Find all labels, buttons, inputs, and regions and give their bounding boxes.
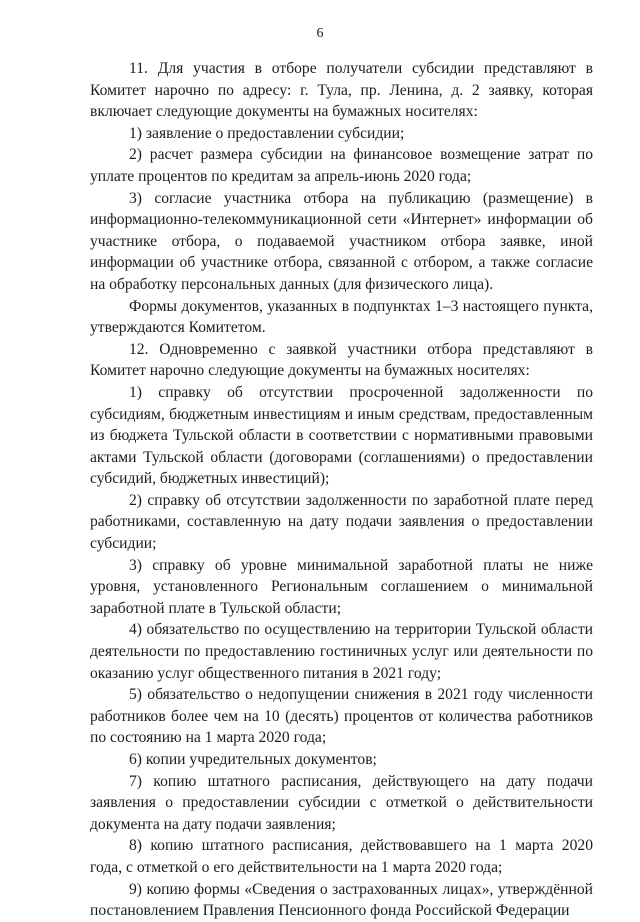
list-item-12-8: 8) копию штатного расписания, действовавшего на 1 марта 2020 года, с отметкой о его действительности на 1 марта 2020 года; — [90, 837, 593, 876]
paragraph-11-intro: 11. Для участия в отборе получатели субсидии представляют в Комитет нарочно по адресу: г. Тула, пр. Ленина, д. 2 заявку, которая включает следующие документы на бумажных носителях: — [90, 60, 593, 121]
list-item-12-1: 1) справку об отсутствии просроченной задолженности по субсидиям, бюджетным инвестициям и иным средствам, предоставленным из бюджета Тульской области в соответствии с нормативными правовыми актами Тульской области (договорами (соглашениями) о предоставлении субсидий, бюджетных инвестиций); — [90, 383, 593, 488]
list-item-11-1: 1) заявление о предоставлении субсидии; — [129, 124, 405, 142]
paragraph-forms-note: Формы документов, указанных в подпунктах 1–3 настоящего пункта, утверждаются Комитетом. — [90, 297, 593, 337]
list-item-12-5: 5) обязательство о недопущении снижения в 2021 году численности работников более чем на 10 (десять) процентов от количества работников по состоянию на 1 марта 2020 года; — [90, 686, 593, 747]
page-number: 6 — [316, 26, 324, 41]
paragraph-12-intro: 12. Одновременно с заявкой участники отбора представляют в Комитет нарочно следующие документы на бумажных носителях: — [90, 340, 593, 380]
list-item-11-3: 3) согласие участника отбора на публикацию (размещение) в информационно-телекоммуникационной сети «Интернет» информации об участнике отбора, о подаваемой участником отбора заявке, иной информации об участнике отбора, связанной с отбором, а также согласие на обработку персональных данных (для физического лица). — [90, 189, 593, 293]
list-item-12-6: 6) копии учредительных документов; — [129, 751, 377, 768]
list-item-12-9: 9) копию формы «Сведения о застрахованных лицах», утверждённой постановлением Правления Пенсионного фонда Российской Федерации — [90, 880, 593, 920]
list-item-11-2: 2) расчет размера субсидии на финансовое возмещение затрат по уплате процентов по кредитам за апрель-июнь 2020 года; — [90, 146, 593, 185]
list-item-12-2: 2) справку об отсутствии задолженности по заработной плате перед работниками, составленную на дату подачи заявления о предоставлении субсидии; — [90, 491, 593, 553]
document-body — [90, 58, 593, 922]
list-item-12-3: 3) справку об уровне минимальной заработной платы не ниже уровня, установленного Региональным соглашением о минимальной заработной плате в Тульской области; — [90, 556, 593, 617]
list-item-12-7: 7) копию штатного расписания, действующего на дату подачи заявления о предоставлении субсидии с отметкой о действительности документа на дату подачи заявления; — [90, 772, 593, 833]
list-item-12-4: 4) обязательство по осуществлению на территории Тульской области деятельности по предоставлению гостиничных услуг или деятельности по оказанию услуг общественного питания в 2021 году; — [90, 621, 593, 682]
